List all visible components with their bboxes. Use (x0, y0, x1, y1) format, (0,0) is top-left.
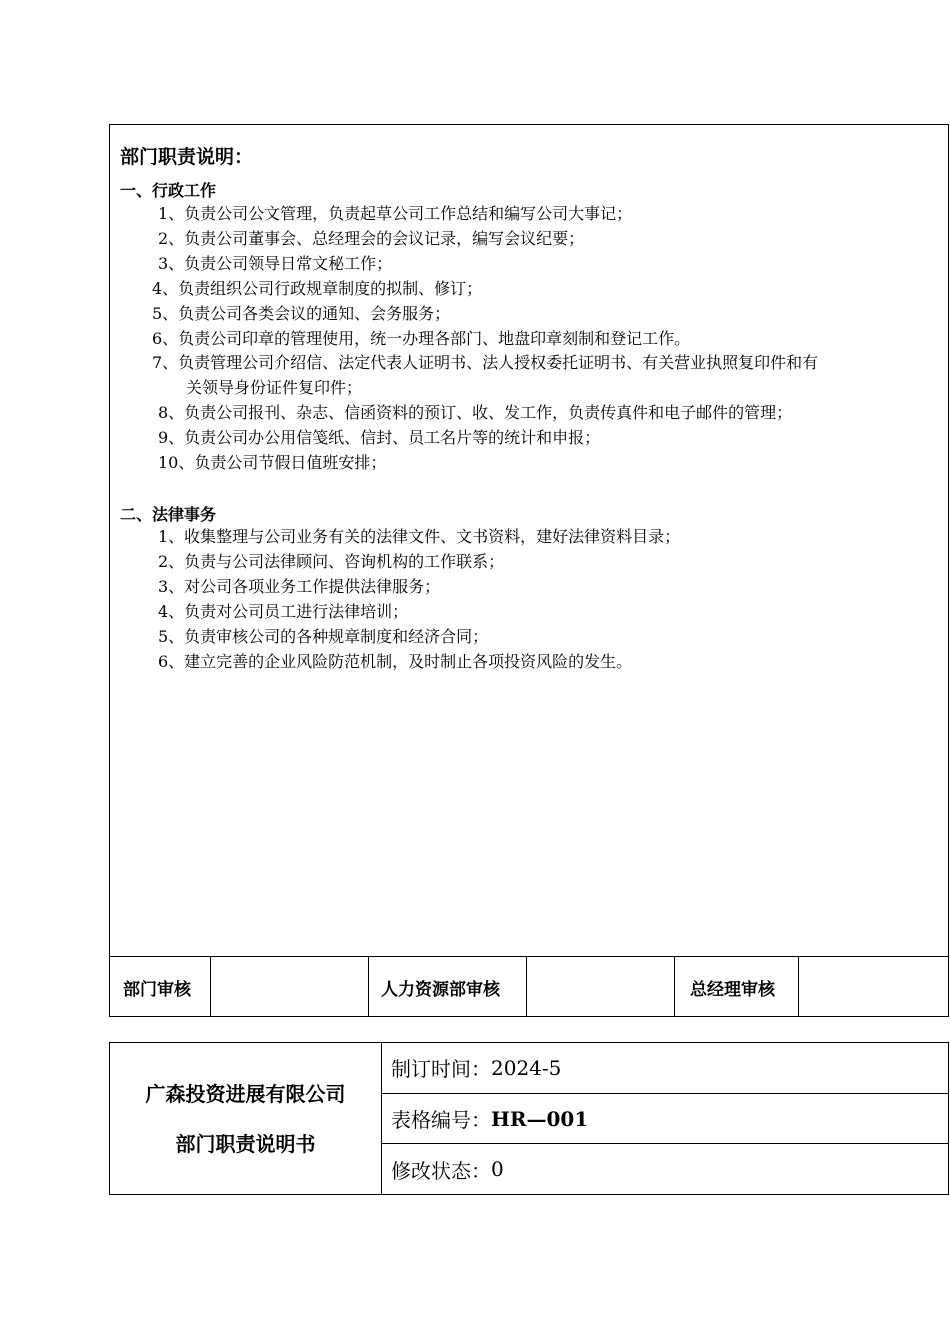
list-item: 1、收集整理与公司业务有关的法律文件、文书资料，建好法律资料目录； (158, 527, 681, 546)
list-item: 8、负责公司报刊、杂志、信函资料的预订、收、发工作，负责传真件和电子邮件的管理； (158, 403, 793, 422)
document-title-block (110, 1043, 382, 1194)
form-number-row (382, 1094, 948, 1145)
list-item: 3、对公司各项业务工作提供法律服务； (158, 577, 441, 596)
list-item: 10、负责公司节假日值班安排； (158, 453, 387, 472)
revision-status-label: 修改状态： (391, 1158, 491, 1183)
company-name: 广森投资进展有限公司 (145, 1081, 346, 1106)
gm-review-label: 总经理审核 (675, 957, 799, 1017)
gm-review-signature-cell[interactable] (799, 957, 948, 1017)
revision-status-row (382, 1144, 948, 1194)
list-item: 9、负责公司办公用信笺纸、信封、员工名片等的统计和申报； (158, 428, 601, 447)
list-item: 3、负责公司领导日常文秘工作； (158, 254, 393, 273)
responsibility-box (109, 124, 949, 1017)
document-title: 部门职责说明书 (175, 1131, 316, 1156)
list-item: 4、负责组织公司行政规章制度的拟制、修订； (152, 279, 483, 298)
list-item: 7、负责管理公司介绍信、法定代表人证明书、法人授权委托证明书、有关营业执照复印件和有 (152, 353, 819, 372)
section-title-admin: 一、行政工作 (120, 181, 217, 200)
approval-row (110, 956, 948, 1017)
form-number-label: 表格编号： (391, 1108, 491, 1132)
responsibility-content (110, 125, 948, 956)
section-heading: 部门职责说明： (120, 146, 254, 168)
hr-review-label: 人力资源部审核 (369, 957, 527, 1017)
list-item: 2、负责公司董事会、总经理会的会议记录，编写会议纪要； (158, 229, 585, 248)
revision-status-value: 0 (491, 1157, 504, 1182)
list-item: 1、负责公司公文管理，负责起草公司工作总结和编写公司大事记； (158, 204, 633, 223)
revision-date-value: 2024-5 (491, 1055, 562, 1080)
dept-review-signature-cell[interactable] (211, 957, 369, 1017)
dept-review-label: 部门审核 (110, 957, 211, 1017)
document-meta (382, 1043, 948, 1194)
list-item: 4、负责对公司员工进行法律培训； (158, 602, 409, 621)
list-item-continuation: 关领导身份证件复印件； (186, 378, 363, 397)
revision-date-label: 制订时间： (391, 1057, 491, 1082)
hr-review-signature-cell[interactable] (527, 957, 675, 1017)
list-item: 6、负责公司印章的管理使用，统一办理各部门、地盘印章刻制和登记工作。 (152, 329, 691, 348)
revision-date-row (382, 1043, 948, 1094)
section-title-legal: 二、法律事务 (120, 505, 217, 524)
list-item: 5、负责审核公司的各种规章制度和经济合同； (158, 627, 489, 646)
form-number-value: HR—001 (491, 1106, 589, 1131)
list-item: 6、建立完善的企业风险防范机制，及时制止各项投资风险的发生。 (158, 652, 633, 671)
document-info-box (109, 1042, 949, 1195)
list-item: 2、负责与公司法律顾问、咨询机构的工作联系； (158, 552, 505, 571)
list-item: 5、负责公司各类会议的通知、会务服务； (152, 304, 451, 323)
